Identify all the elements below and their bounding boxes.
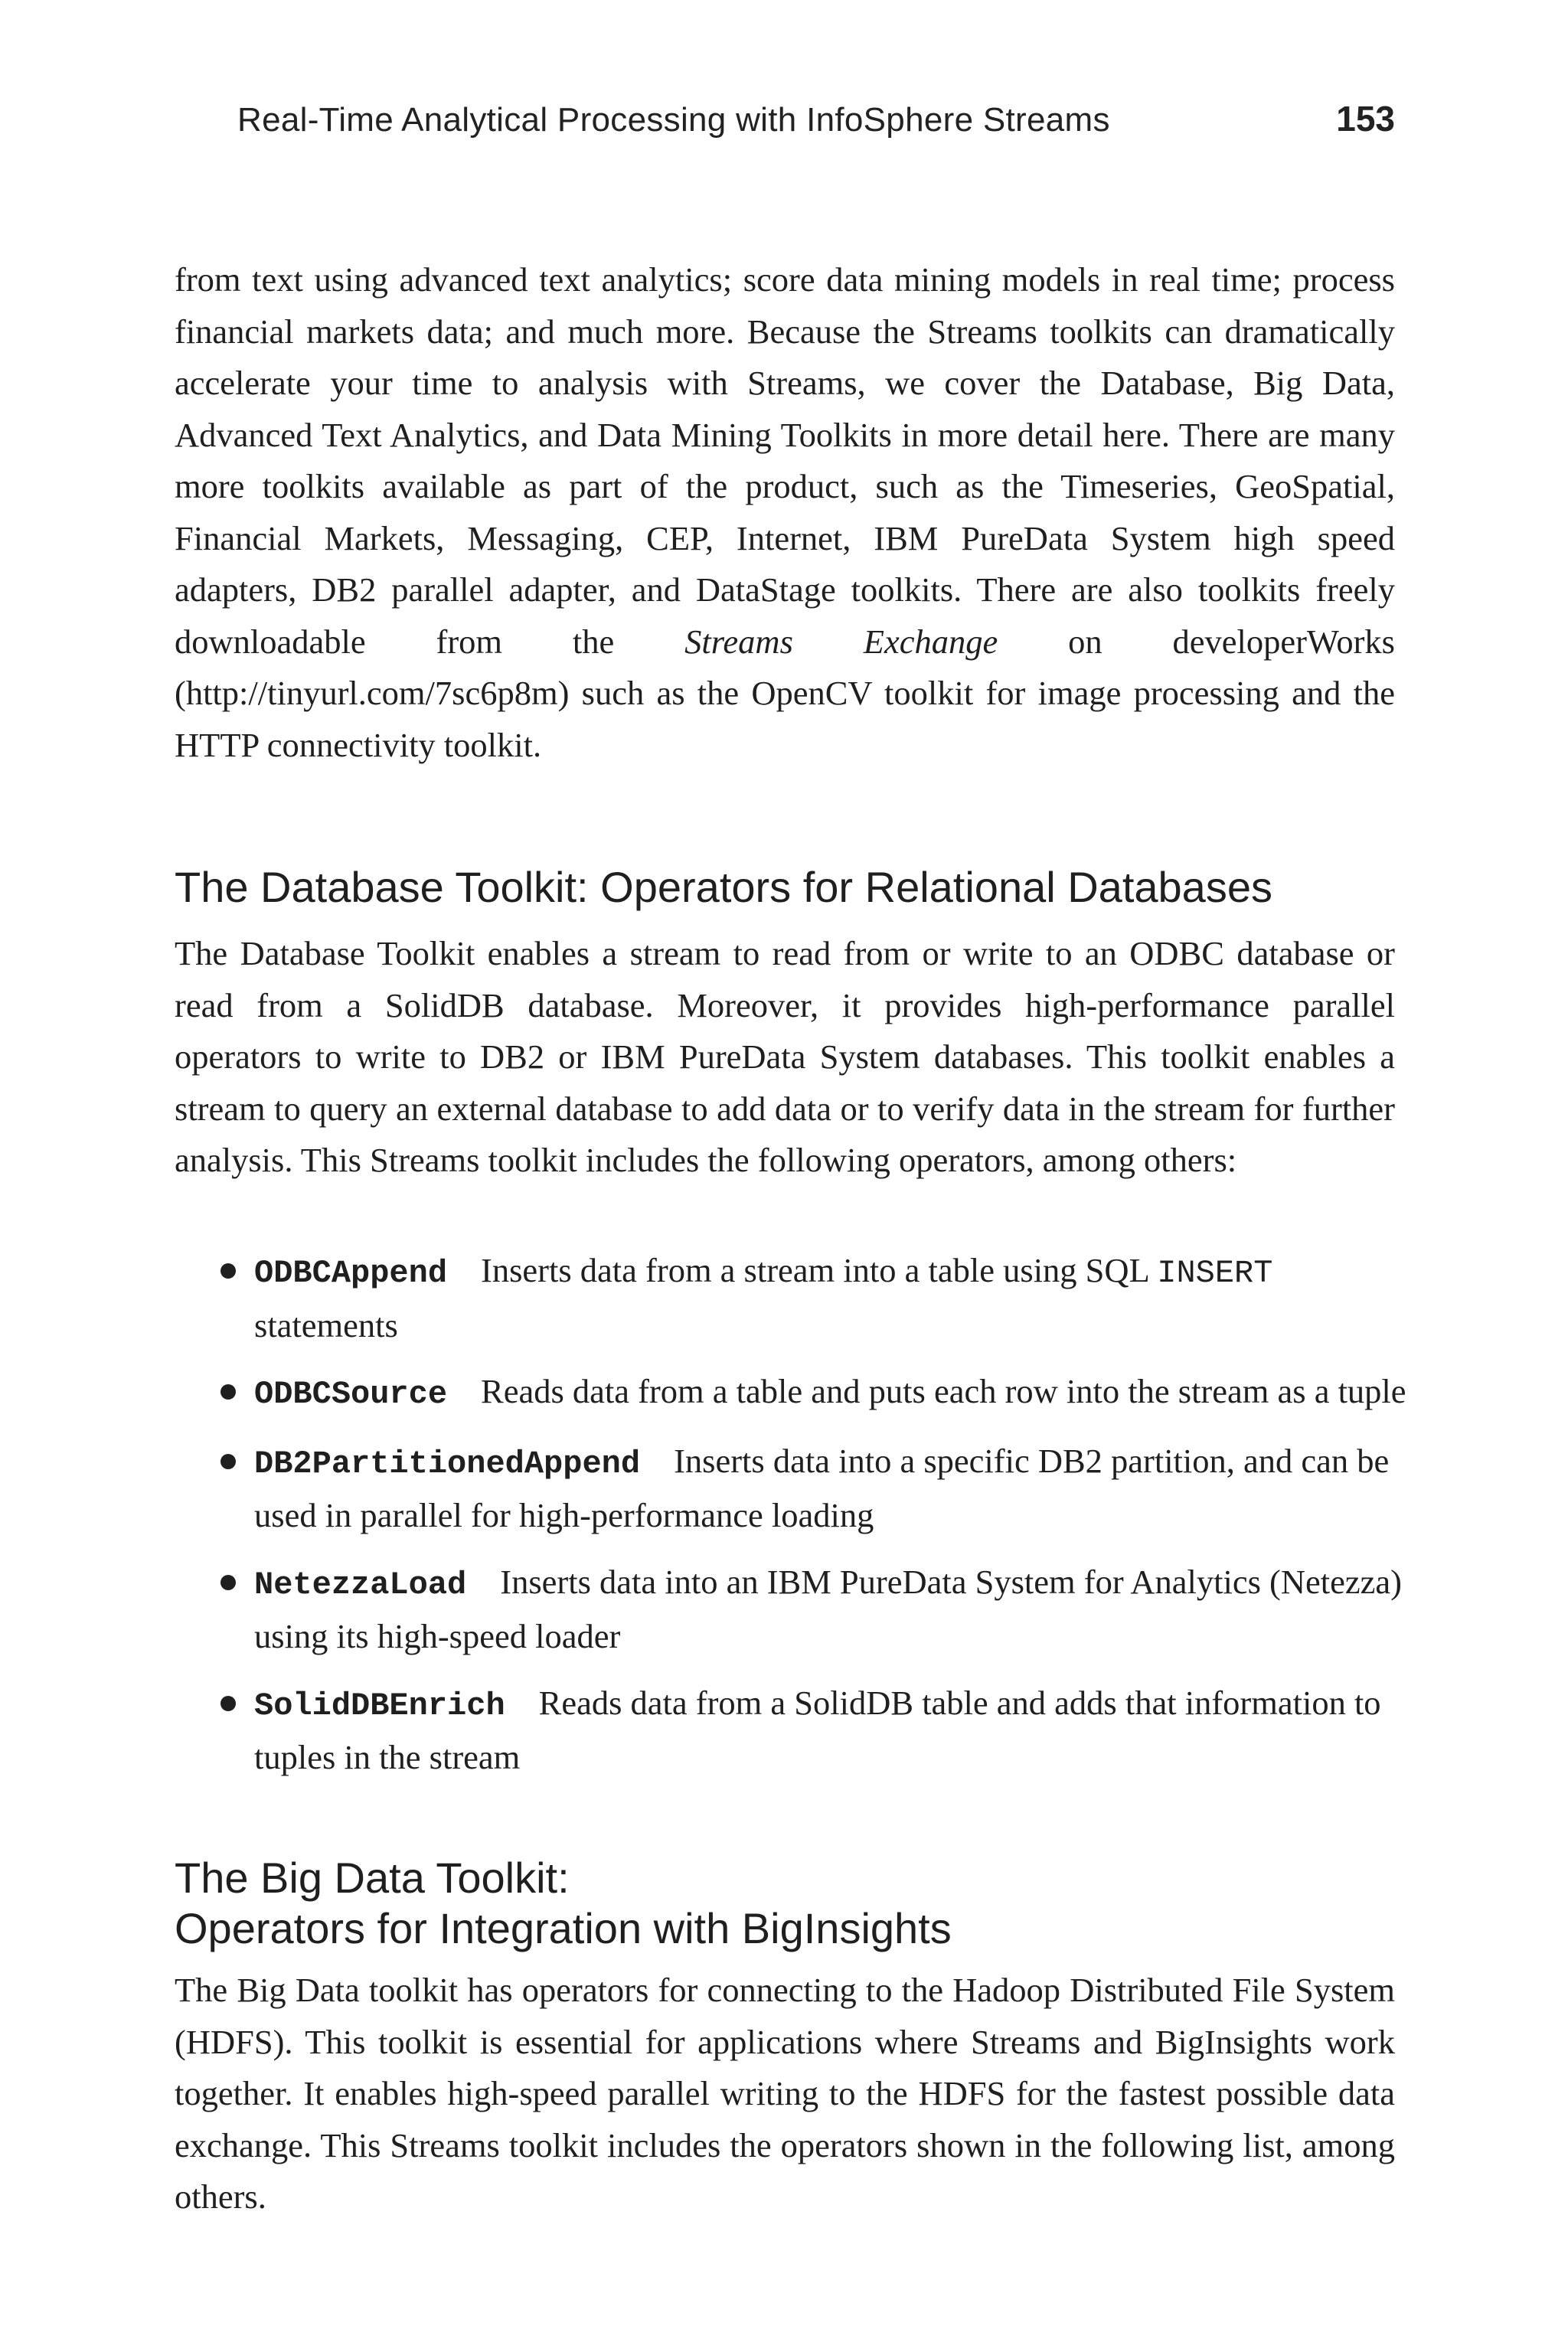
- database-toolkit-heading: The Database Toolkit: Operators for Relational Databases: [175, 863, 1272, 911]
- bullet-icon: [220, 1263, 236, 1279]
- bullet-icon: [220, 1454, 236, 1469]
- intro-text-end: on developerWorks (http://tinyurl.com/7sc6p8m) such as the OpenCV toolkit for image processing and the HTTP connectivity toolkit.: [175, 622, 1396, 764]
- bigdata-toolkit-heading: [175, 1853, 1400, 1954]
- page-number: 153: [1336, 99, 1395, 139]
- bullet-icon: [220, 1696, 236, 1711]
- running-head: [237, 98, 1395, 144]
- operator-description: Inserts data into an IBM PureData System for Analytics (Netezza) using its high-speed loader: [254, 1562, 1402, 1655]
- operator-description: Inserts data into a specific DB2 partition, and can be used in parallel for high-performance loading: [254, 1441, 1390, 1534]
- operator-description: Inserts data from a stream into a table using SQL: [481, 1251, 1158, 1289]
- list-item: [214, 1557, 1409, 1663]
- bullet-icon: [220, 1384, 236, 1400]
- operator-name: DB2PartitionedAppend: [254, 1445, 641, 1482]
- operator-name: ODBCAppend: [254, 1255, 448, 1292]
- bigdata-toolkit-paragraph: The Big Data toolkit has operators for connecting to the Hadoop Distributed File System (HDFS). This toolkit is essential for applications where Streams and BigInsights work together. It enables high-speed parallel writing to the HDFS for the fastest possible data exchange. This Streams toolkit includes the operators shown in the following list, among others.: [175, 1971, 1395, 2216]
- bullet-icon: [220, 1575, 236, 1590]
- operator-name: NetezzaLoad: [254, 1566, 467, 1603]
- bigdata-heading-line2: Operators for Integration with BigInsights: [175, 1904, 952, 1952]
- operator-name: SolidDBEnrich: [254, 1687, 505, 1724]
- operator-name: ODBCSource: [254, 1376, 448, 1413]
- running-head-title: Real-Time Analytical Processing with InfoSphere Streams: [237, 101, 1110, 139]
- intro-paragraph: [175, 254, 1395, 771]
- database-operators-list: [214, 1245, 1409, 1798]
- intro-text-start: from text using advanced text analytics; score data mining models in real time; process financial markets data; and much more. Because the Streams toolkits can dramatically accelerate your time to analysis with Streams, we cover the Database, Big Data, Advanced Text Analytics, and Data Mining Toolkits in more detail here. There are many more toolkits available as part of the product, such as the Timeseries, GeoSpatial, Financial Markets, Messaging, CEP, Internet, IBM PureData System high speed adapters, DB2 parallel adapter, and DataStage toolkits. There are also toolkits freely downloadable from the: [175, 260, 1395, 661]
- operator-description: Reads data from a SolidDB table and adds that information to tuples in the stream: [254, 1683, 1381, 1776]
- list-item: [214, 1245, 1409, 1351]
- list-item: [214, 1677, 1409, 1784]
- operator-description-end: statements: [254, 1305, 398, 1344]
- database-toolkit-paragraph: The Database Toolkit enables a stream to read from or write to an ODBC database or read from a SolidDB database. Moreover, it provides high-performance parallel operators to write to DB2 or IBM PureData System databases. This toolkit enables a stream to query an external database to add data or to verify data in the stream for further analysis. This Streams toolkit includes the following operators, among others:: [175, 934, 1395, 1179]
- bigdata-heading-line1: The Big Data Toolkit:: [175, 1854, 570, 1902]
- list-item: [214, 1366, 1409, 1421]
- list-item: [214, 1436, 1409, 1542]
- sql-insert-code: INSERT: [1157, 1255, 1273, 1292]
- streams-exchange-italic: Streams Exchange: [684, 622, 998, 661]
- operator-description: Reads data from a table and puts each row into the stream as a tuple: [481, 1372, 1406, 1410]
